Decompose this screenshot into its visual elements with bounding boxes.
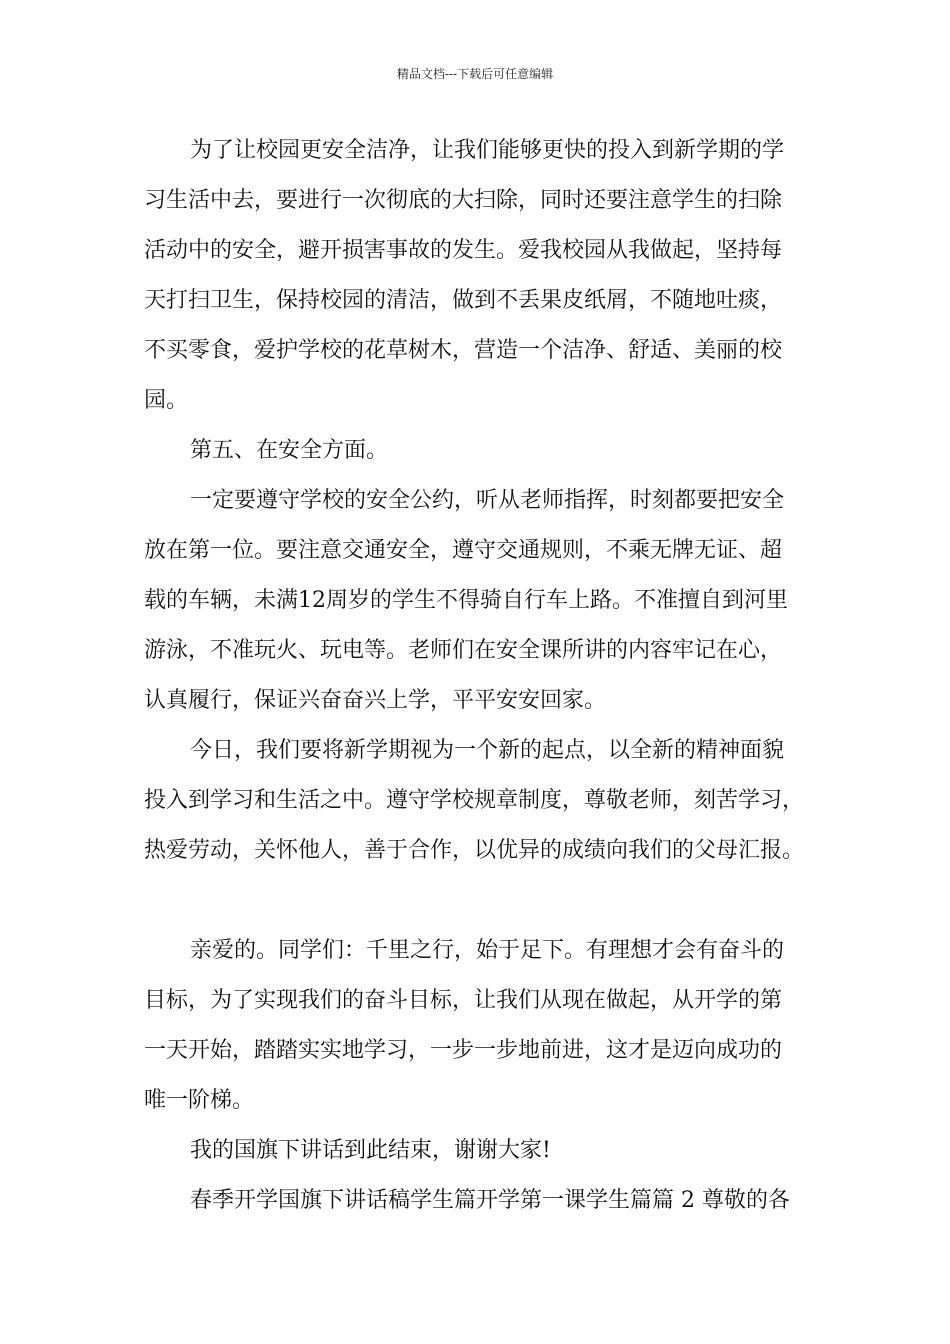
text-line: 我的国旗下讲话到此结束，谢谢大家!	[190, 1138, 551, 1163]
text-line: 目标，为了实现我们的奋斗目标，让我们从现在做起，从开学的第	[144, 988, 783, 1013]
text-line: 习生活中去，要进行一次彻底的大扫除，同时还要注意学生的扫除	[144, 188, 783, 213]
text-line: 唯一阶梯。	[144, 1088, 255, 1113]
text-line: 活动中的安全，避开损害事故的发生。爱我校园从我做起，坚持每	[144, 238, 783, 263]
text-line: 一定要遵守学校的安全公约，听从老师指挥，时刻都要把安全	[190, 488, 785, 513]
paragraph-gap	[144, 876, 808, 926]
text-line: 热爱劳动，关怀他人，善于合作，以优异的成绩向我们的父母汇报。	[144, 838, 805, 863]
text-line: 不买零食，爱护学校的花草树木，营造一个洁净、舒适、美丽的校	[144, 338, 783, 363]
text-line: 载的车辆，未满12周岁的学生不得骑自行车上路。不准擅自到河里	[144, 588, 788, 613]
text-line: 游泳，不准玩火、玩电等。老师们在安全课所讲的内容牢记在心，	[144, 638, 783, 663]
section-heading: 第五、在安全方面。	[190, 438, 389, 463]
document-body	[144, 126, 808, 1226]
text-line: 亲爱的。同学们：千里之行，始于足下。有理想才会有奋斗的	[190, 938, 785, 963]
text-line: 认真履行，保证兴奋奋兴上学，平平安安回家。	[144, 688, 607, 713]
text-line: 今日，我们要将新学期视为一个新的起点，以全新的精神面貌	[190, 738, 785, 763]
page-header: 精品文档---下载后可任意编辑	[396, 67, 554, 81]
text-line: 春季开学国旗下讲话稿学生篇开学第一课学生篇篇 2 尊敬的各	[190, 1188, 790, 1213]
text-line: 一天开始，踏踏实实地学习，一步一步地前进，这才是迈向成功的	[144, 1038, 783, 1063]
text-line: 投入到学习和生活之中。遵守学校规章制度，尊敬老师，刻苦学习，	[144, 788, 805, 813]
text-line: 放在第一位。要注意交通安全，遵守交通规则，不乘无牌无证、超	[144, 538, 783, 563]
text-line: 园。	[144, 388, 189, 413]
text-line: 天打扫卫生，保持校园的清洁，做到不丢果皮纸屑，不随地吐痰，	[144, 288, 783, 313]
text-line: 为了让校园更安全洁净，让我们能够更快的投入到新学期的学	[190, 138, 785, 163]
